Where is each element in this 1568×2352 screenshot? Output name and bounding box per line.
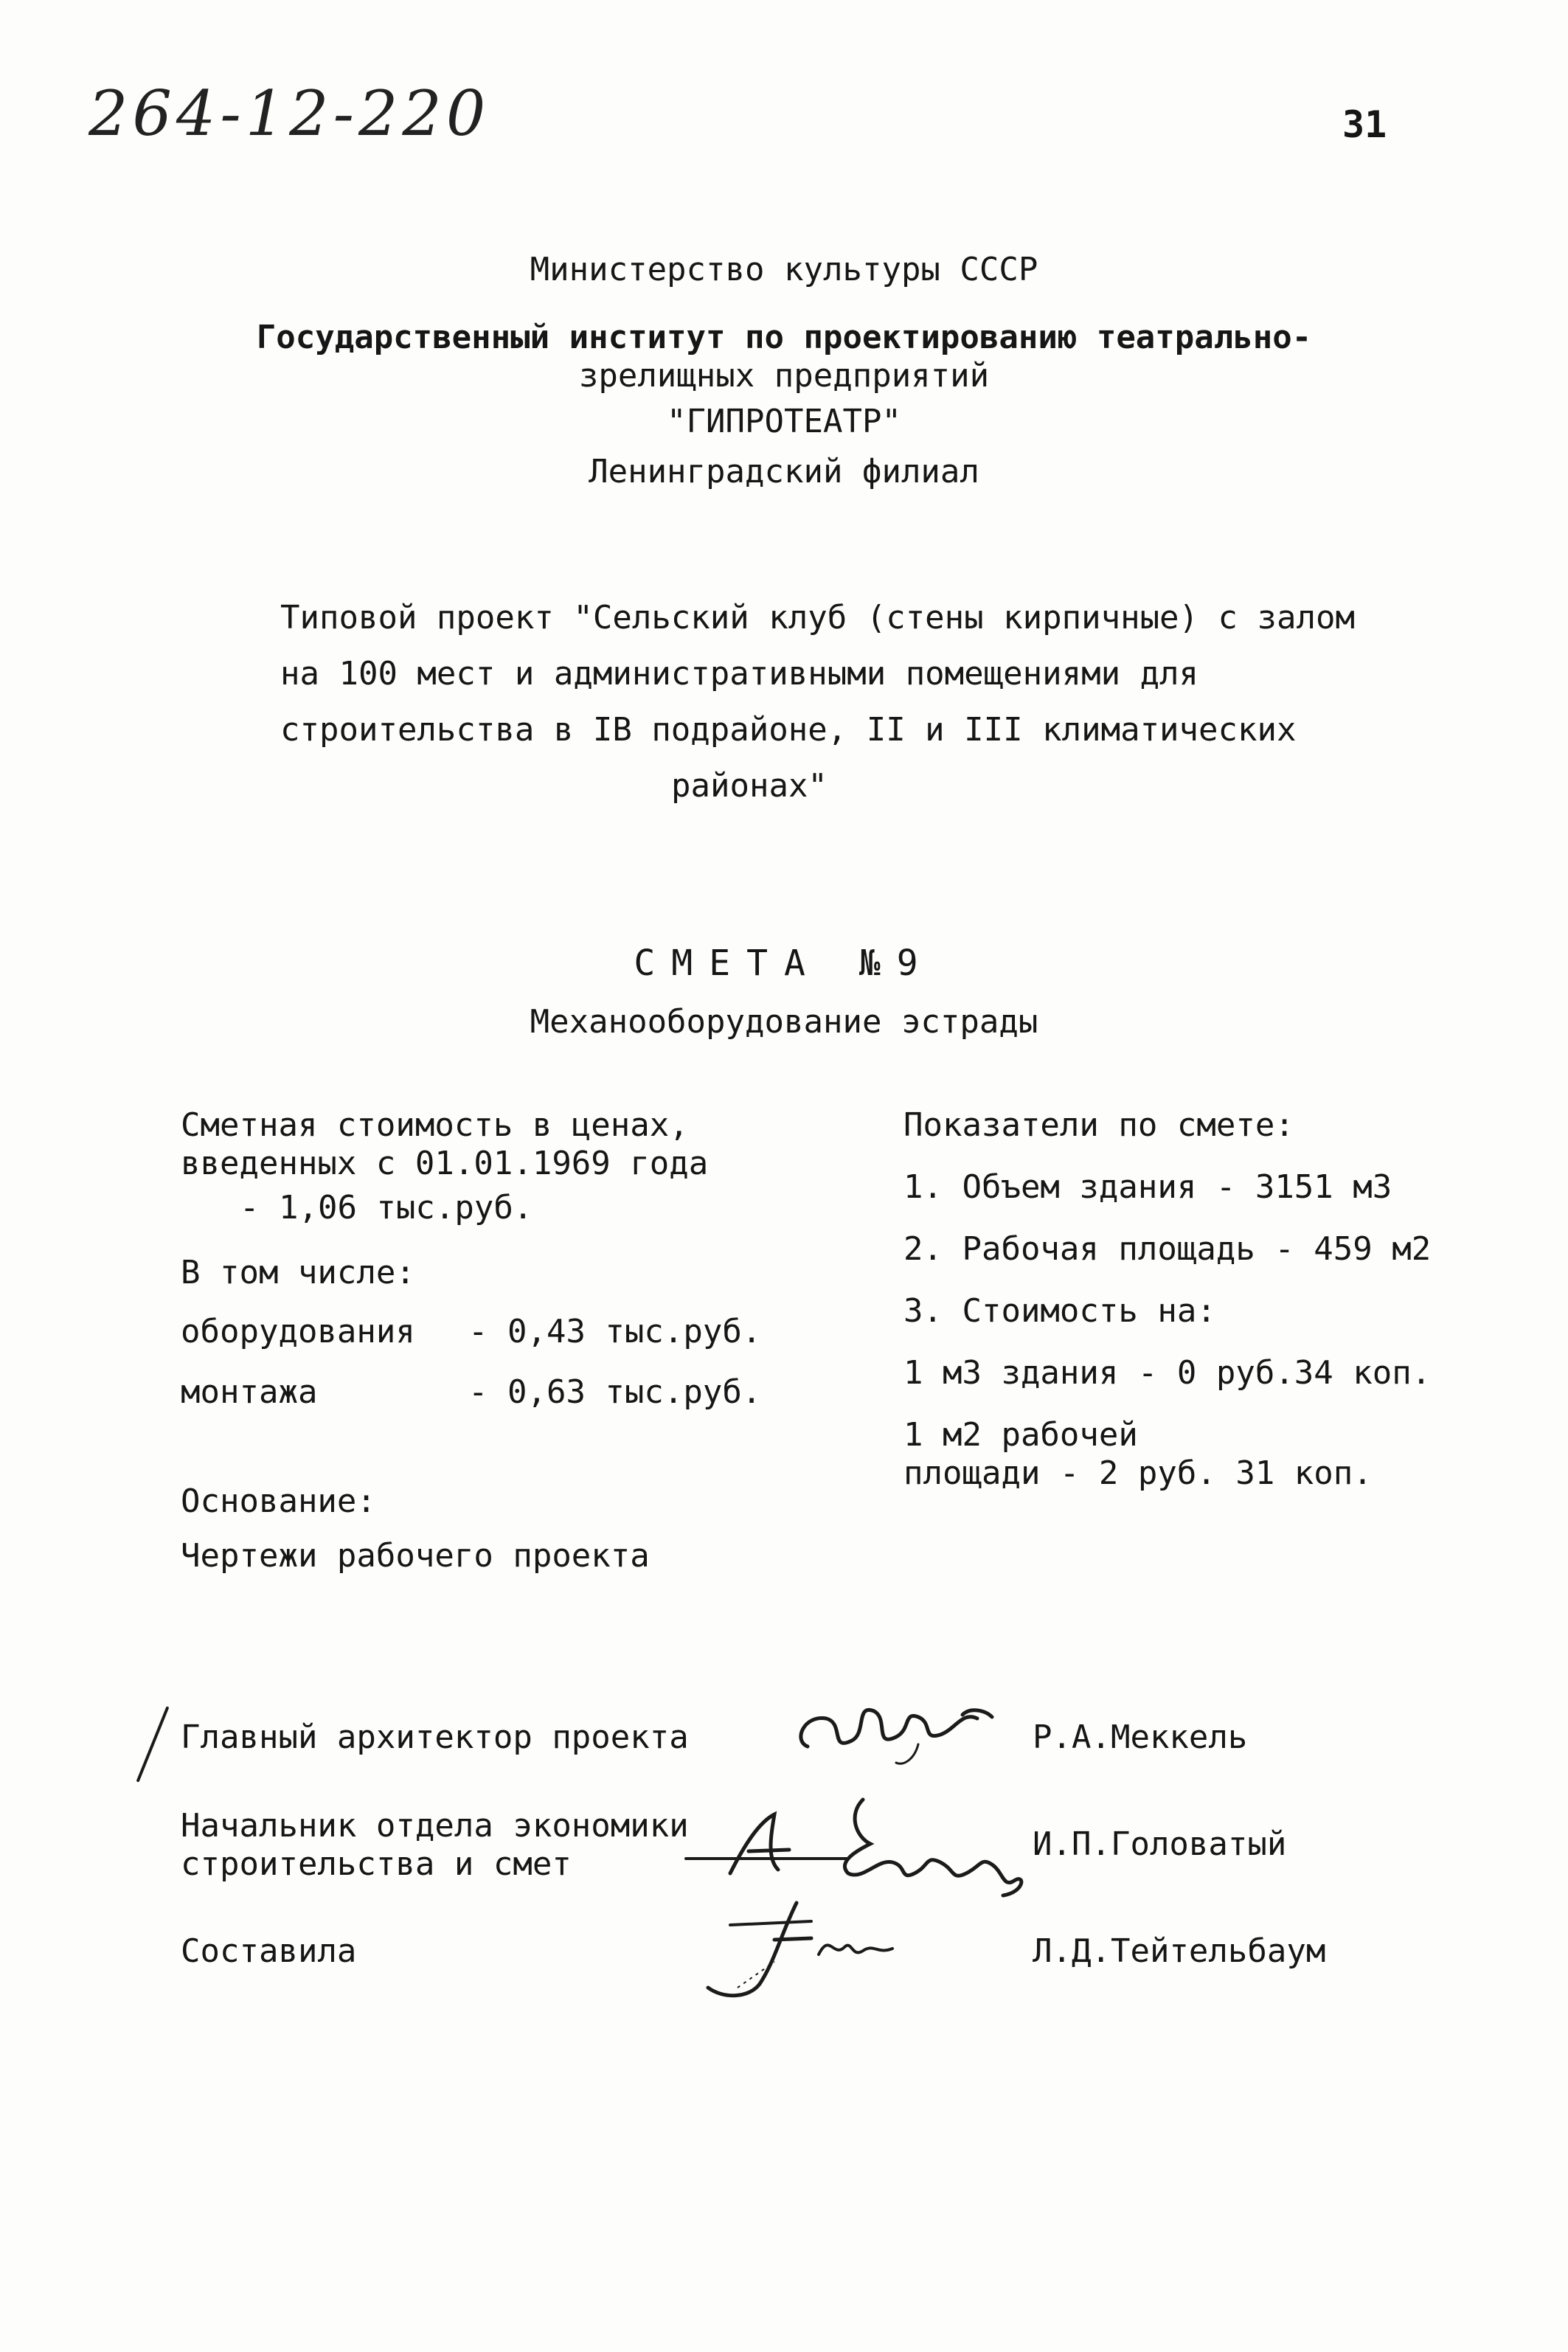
chief-architect-name: Р.А.Меккель — [1033, 1718, 1248, 1756]
pen-mark — [136, 1706, 170, 1782]
basis-value: Чертежи рабочего проекта — [181, 1537, 650, 1575]
cost-installation-label: монтажа — [181, 1373, 318, 1411]
project-title-line-3: строительства в IВ подрайоне, II и III климатических — [280, 711, 1297, 749]
cost-equipment-row — [181, 1313, 761, 1351]
chief-architect-role: Главный архитектор проекта — [181, 1718, 689, 1756]
cost-installation-row — [181, 1373, 761, 1412]
signature-golovaty — [679, 1770, 1062, 1903]
project-title-line-1: Типовой проект "Сельский клуб (стены кирпичные) с залом — [280, 599, 1355, 636]
indicator-cost-on: 3. Стоимость на: — [903, 1292, 1216, 1330]
cost-section — [181, 1106, 761, 1575]
organization-header — [0, 251, 1568, 491]
estimate-title: СМЕТА №9 — [634, 943, 934, 984]
indicator-area: 2. Рабочая площадь - 459 м2 — [903, 1230, 1432, 1268]
head-econ-role-line-1: Начальник отдела экономики — [181, 1807, 689, 1845]
indicator-cost-per-m2-line-1: 1 м2 рабочей — [903, 1416, 1138, 1454]
project-title-line-4: районах" — [671, 767, 828, 805]
page-number: 31 — [1342, 103, 1387, 146]
project-title — [280, 590, 1355, 814]
signature-mekkel — [785, 1689, 1021, 1770]
head-econ-role — [181, 1807, 689, 1884]
signature-teitelbaum — [693, 1888, 959, 2006]
cost-line-1: Сметная стоимость в ценах, — [181, 1106, 689, 1144]
branch-name: Ленинградский филиал — [589, 453, 979, 490]
cost-including: В том числе: — [181, 1254, 415, 1291]
cost-total: - 1,06 тыс.руб. — [240, 1189, 533, 1227]
indicator-cost-per-m2-line-2: площади - 2 руб. 31 коп. — [903, 1454, 1373, 1492]
head-econ-role-line-2: строительства и смет — [181, 1845, 572, 1883]
institute-name: "ГИПРОТЕАТР" — [667, 403, 901, 440]
document-number-handwritten: 264-12-220 — [89, 77, 490, 150]
cost-equipment-label: оборудования — [181, 1313, 415, 1350]
indicators-heading: Показатели по смете: — [903, 1106, 1294, 1144]
compiled-role: Составила — [181, 1932, 357, 1970]
estimate-heading — [0, 944, 1568, 1041]
project-title-line-2: на 100 мест и административными помещениями для — [280, 655, 1199, 693]
basis-label: Основание: — [181, 1482, 376, 1520]
institute-line-2: зрелищных предприятий — [578, 357, 990, 395]
institute-line-1: Государственный институт по проектированию театрально- — [256, 319, 1312, 356]
indicators-section — [903, 1106, 1431, 1493]
indicator-cost-per-m3: 1 м3 здания - 0 руб.34 коп. — [903, 1354, 1432, 1392]
cost-equipment-value: - 0,43 тыс.руб. — [468, 1313, 762, 1350]
indicator-volume: 1. Объем здания - 3151 м3 — [903, 1168, 1392, 1206]
ministry-name: Министерство культуры СССР — [530, 251, 1038, 288]
cost-line-2: введенных с 01.01.1969 года — [181, 1145, 709, 1182]
compiled-name: Л.Д.Тейтельбаум — [1033, 1932, 1326, 1970]
estimate-subtitle: Механооборудование эстрады — [530, 1003, 1038, 1041]
cost-installation-value: - 0,63 тыс.руб. — [468, 1373, 762, 1411]
head-econ-name: И.П.Головатый — [1033, 1825, 1287, 1863]
